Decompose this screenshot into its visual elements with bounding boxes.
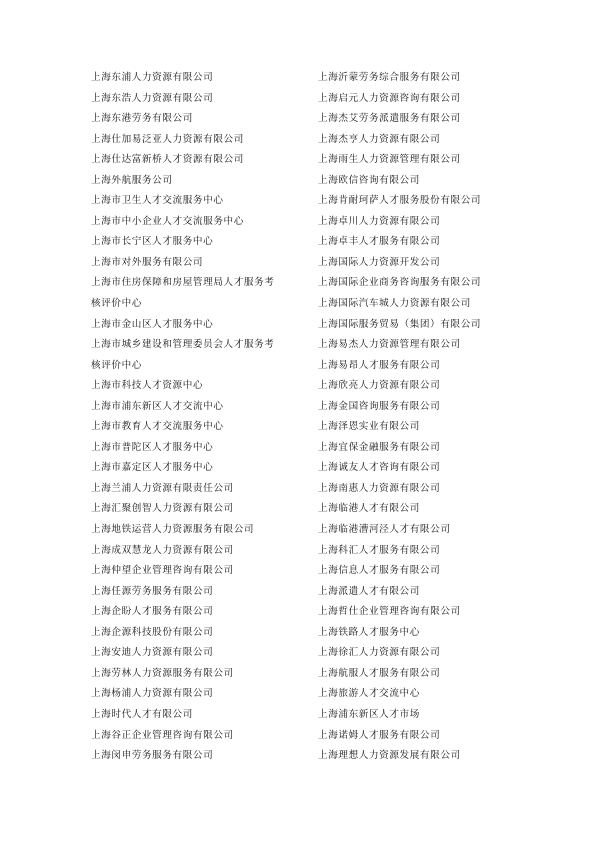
list-item: 上海任源劳务服务有限公司	[91, 585, 214, 597]
list-item: 上海仕达富新桥人才资源有限公司	[91, 154, 244, 166]
list-item: 上海市住房保障和房屋管理局人才服务考	[91, 277, 275, 289]
list-item: 上海杨浦人力资源有限公司	[91, 688, 214, 700]
list-item: 上海国际服务贸易（集团）有限公司	[318, 318, 482, 330]
left-column	[91, 68, 301, 767]
list-item: 上海仕加易泛亚人力资源有限公司	[91, 133, 244, 145]
list-item: 上海铁路人才服务中心	[318, 626, 420, 638]
list-item: 上海闵申劳务服务有限公司	[91, 750, 214, 762]
list-item: 上海易昂人才服务有限公司	[318, 359, 441, 371]
list-item: 上海东浦人力资源有限公司	[91, 72, 214, 83]
list-item: 上海成双慧龙人力资源有限公司	[91, 544, 234, 556]
list-item: 上海临港人才有限公司	[318, 503, 420, 515]
list-item: 上海外航服务公司	[91, 174, 173, 186]
list-item: 上海卓川人力资源有限公司	[318, 215, 441, 227]
list-item: 上海时代人才有限公司	[91, 708, 193, 720]
list-item: 上海诚友人才咨询有限公司	[318, 462, 441, 474]
list-item: 上海信息人才服务有限公司	[318, 565, 441, 577]
list-item: 上海劳林人力资源服务有限公司	[91, 667, 234, 679]
list-item: 上海哲仕企业管理咨询有限公司	[318, 606, 461, 618]
list-item: 上海汇聚创智人力资源有限公司	[91, 503, 234, 515]
list-item: 上海杰亨人力资源有限公司	[318, 133, 441, 145]
list-item: 上海卓丰人才服务有限公司	[318, 236, 441, 248]
list-item: 上海市长宁区人才服务中心	[91, 236, 214, 248]
list-item: 上海国际汽车城人力资源有限公司	[318, 298, 471, 310]
list-item: 上海徐汇人力资源有限公司	[318, 647, 441, 659]
list-item: 上海国际企业商务咨询服务有限公司	[318, 277, 482, 289]
list-item: 上海沂蒙劳务综合服务有限公司	[318, 72, 461, 83]
list-item: 上海东港劳务有限公司	[91, 113, 193, 125]
list-item: 上海科汇人才服务有限公司	[318, 544, 441, 556]
list-item: 上海市金山区人才服务中心	[91, 318, 214, 330]
list-item: 核评价中心	[91, 298, 142, 310]
list-item: 上海宜保金融服务有限公司	[318, 441, 441, 453]
list-item: 上海杰艾劳务派遣服务有限公司	[318, 113, 461, 125]
list-item: 上海诺姆人才服务有限公司	[318, 729, 441, 741]
list-item: 上海临港漕河泾人才有限公司	[318, 524, 451, 536]
list-item: 上海派遣人才有限公司	[318, 585, 420, 597]
list-item: 上海浦东新区人才市场	[318, 708, 420, 720]
list-item: 上海欧信咨询有限公司	[318, 174, 420, 186]
list-item: 上海理想人力资源发展有限公司	[318, 750, 461, 762]
list-item: 上海航服人才服务有限公司	[318, 667, 441, 679]
list-item: 上海地铁运营人力资源服务有限公司	[91, 524, 255, 536]
list-item: 上海市教育人才交流服务中心	[91, 421, 224, 433]
list-item: 上海易杰人力资源管理有限公司	[318, 339, 461, 351]
list-item: 上海谷正企业管理咨询有限公司	[91, 729, 234, 741]
list-item: 上海企盼人才服务有限公司	[91, 606, 214, 618]
list-item: 上海仲望企业管理咨询有限公司	[91, 565, 234, 577]
list-item: 上海市卫生人才交流服务中心	[91, 195, 224, 207]
list-item: 上海启元人力资源咨询有限公司	[318, 92, 461, 104]
list-item: 上海肯耐珂萨人才服务股份有限公司	[318, 195, 482, 207]
list-item: 上海市中小企业人才交流服务中心	[91, 215, 244, 227]
list-item: 上海市普陀区人才服务中心	[91, 441, 214, 453]
list-item: 上海旅游人才交流中心	[318, 688, 420, 700]
list-item: 核评价中心	[91, 359, 142, 371]
list-item: 上海安迪人力资源有限公司	[91, 647, 214, 659]
list-item: 上海市嘉定区人才服务中心	[91, 462, 214, 474]
right-column	[318, 68, 518, 767]
list-item: 上海市浦东新区人才交流中心	[91, 400, 224, 412]
list-item: 上海兰浦人力资源有限责任公司	[91, 482, 234, 494]
list-item: 上海市科技人才资源中心	[91, 380, 204, 392]
list-item: 上海国际人力资源开发公司	[318, 256, 441, 268]
list-item: 上海东浩人力资源有限公司	[91, 92, 214, 104]
list-item: 上海金国咨询服务有限公司	[318, 400, 441, 412]
list-item: 上海南惠人力资源有限公司	[318, 482, 441, 494]
list-item: 上海雨生人力资源管理有限公司	[318, 154, 461, 166]
list-item: 上海泽恩实业有限公司	[318, 421, 420, 433]
list-item: 上海欣亮人力资源有限公司	[318, 380, 441, 392]
list-item: 上海市对外服务有限公司	[91, 256, 204, 268]
list-item: 上海市城乡建设和管理委员会人才服务考	[91, 339, 275, 351]
list-item: 上海企源科技股份有限公司	[91, 626, 214, 638]
